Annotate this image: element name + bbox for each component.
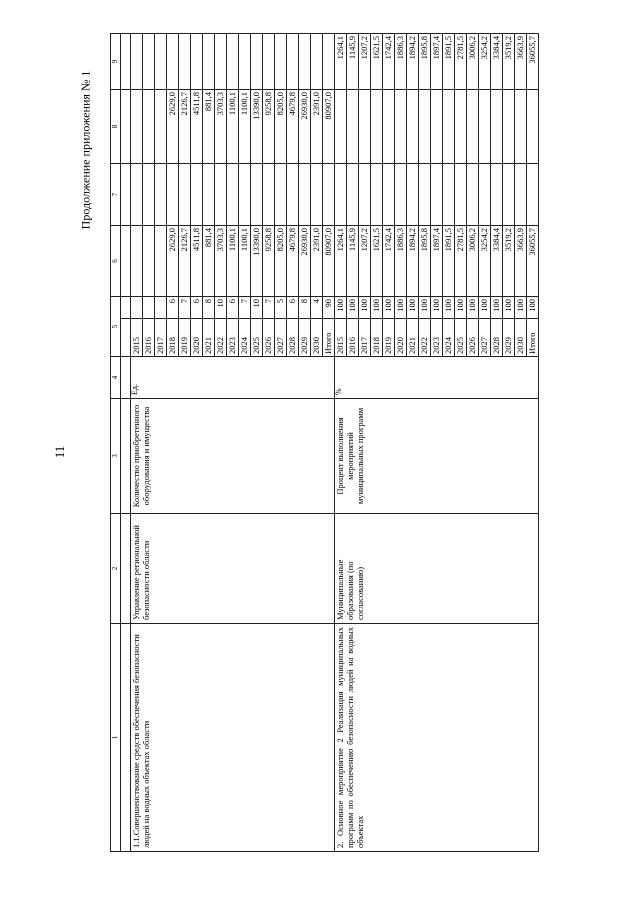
column-number: 7 <box>111 164 121 226</box>
total-cost-cell: 1886,3 <box>395 226 407 297</box>
page-number: 11 <box>52 445 67 459</box>
regional-budget-cell: 4511,8 <box>191 90 203 164</box>
empty-cell <box>251 164 263 226</box>
total-cost-cell: 1207,2 <box>359 226 371 297</box>
regional-budget-cell <box>131 90 143 164</box>
regional-budget-cell <box>335 90 347 164</box>
local-budget-cell: 1894,2 <box>407 34 419 90</box>
total-cost-cell: 1100,1 <box>227 226 239 297</box>
empty-cell <box>467 164 479 226</box>
regional-budget-cell <box>419 90 431 164</box>
indicator-value-cell <box>143 297 155 319</box>
total-cost-cell: 2391,0 <box>311 226 323 297</box>
total-cost-cell: 26930,0 <box>299 226 311 297</box>
year-cell: 2015 <box>131 319 143 357</box>
empty-cell <box>359 164 371 226</box>
indicator-value-cell: 8 <box>299 297 311 319</box>
executor-cell: Управление региональной безопасности области <box>131 514 335 624</box>
total-cost-cell: 1264,1 <box>335 226 347 297</box>
local-budget-cell <box>131 34 143 90</box>
regional-budget-cell <box>455 90 467 164</box>
indicator-value-cell: 100 <box>467 297 479 319</box>
column-number-row <box>111 34 121 852</box>
total-cost-cell: 8205,0 <box>275 226 287 297</box>
empty-cell <box>383 164 395 226</box>
regional-budget-cell: 2629,0 <box>167 90 179 164</box>
indicator-value-cell: 7 <box>179 297 191 319</box>
local-budget-cell: 1264,1 <box>335 34 347 90</box>
total-cost-cell: 4679,8 <box>287 226 299 297</box>
regional-budget-cell <box>371 90 383 164</box>
year-cell: 2017 <box>359 319 371 357</box>
regional-budget-cell: 1100,1 <box>227 90 239 164</box>
empty-cell <box>419 164 431 226</box>
local-budget-cell: 1207,2 <box>359 34 371 90</box>
column-number: 9 <box>111 34 121 90</box>
indicator-value-cell: 90 <box>323 297 335 319</box>
indicator-value-cell <box>131 297 143 319</box>
empty-cell <box>131 164 143 226</box>
indicator-value-cell: 100 <box>347 297 359 319</box>
empty-cell <box>263 164 275 226</box>
empty-cell <box>503 164 515 226</box>
indicator-value-cell: 8 <box>203 297 215 319</box>
empty-cell <box>155 164 167 226</box>
regional-budget-cell <box>479 90 491 164</box>
indicator-cell: Количество приобретенного оборудования и имущества <box>131 399 335 514</box>
year-cell: 2015 <box>335 319 347 357</box>
total-cost-cell: 1895,8 <box>419 226 431 297</box>
empty-cell <box>227 164 239 226</box>
empty-cell <box>287 164 299 226</box>
empty-cell <box>275 164 287 226</box>
total-cost-cell: 13390,0 <box>251 226 263 297</box>
regional-budget-cell: 1100,1 <box>239 90 251 164</box>
total-cost-cell: 2629,0 <box>167 226 179 297</box>
year-cell: 2028 <box>491 319 503 357</box>
local-budget-cell: 1742,4 <box>383 34 395 90</box>
local-budget-cell: 36055,7 <box>527 34 539 90</box>
total-cost-cell: 4511,8 <box>191 226 203 297</box>
regional-budget-cell <box>407 90 419 164</box>
empty-cell <box>443 164 455 226</box>
year-cell: 2020 <box>191 319 203 357</box>
year-cell: 2022 <box>419 319 431 357</box>
table-row <box>335 34 347 852</box>
indicator-value-cell: 100 <box>479 297 491 319</box>
regional-budget-cell: 9258,8 <box>263 90 275 164</box>
empty-cell <box>203 164 215 226</box>
local-budget-cell <box>263 34 275 90</box>
column-number: 3 <box>111 399 121 514</box>
year-cell: 2027 <box>479 319 491 357</box>
indicator-value-cell: 6 <box>167 297 179 319</box>
section-2 <box>335 34 539 852</box>
local-budget-cell <box>299 34 311 90</box>
total-cost-cell: 2126,7 <box>179 226 191 297</box>
indicator-value-cell <box>155 297 167 319</box>
local-budget-cell: 1621,5 <box>371 34 383 90</box>
total-cost-cell: 1897,4 <box>431 226 443 297</box>
year-cell: 2029 <box>503 319 515 357</box>
year-cell: 2023 <box>431 319 443 357</box>
total-cost-cell <box>143 226 155 297</box>
local-budget-cell <box>179 34 191 90</box>
regional-budget-cell <box>443 90 455 164</box>
indicator-value-cell: 100 <box>359 297 371 319</box>
regional-budget-cell <box>467 90 479 164</box>
local-budget-cell <box>275 34 287 90</box>
local-budget-cell <box>143 34 155 90</box>
empty-cell <box>167 164 179 226</box>
regional-budget-cell <box>143 90 155 164</box>
indicator-value-cell: 4 <box>311 297 323 319</box>
year-cell: 2017 <box>155 319 167 357</box>
unit-cell: Ед. <box>131 357 335 399</box>
local-budget-cell: 3519,2 <box>503 34 515 90</box>
regional-budget-cell: 881,4 <box>203 90 215 164</box>
regional-budget-cell <box>359 90 371 164</box>
total-cost-cell: 1621,5 <box>371 226 383 297</box>
year-cell: 2024 <box>443 319 455 357</box>
total-cost-cell <box>131 226 143 297</box>
year-cell: 2026 <box>263 319 275 357</box>
activity-name-cell: 2. Основное мероприятие 2 Реализация муниципальных программ по обеспечению безопасности людей на водных объектах <box>335 624 539 852</box>
empty-cell <box>431 164 443 226</box>
total-cost-cell: 9258,8 <box>263 226 275 297</box>
year-cell: 2026 <box>467 319 479 357</box>
total-cost-cell: 2781,5 <box>455 226 467 297</box>
total-cost-cell: 1742,4 <box>383 226 395 297</box>
year-cell: 2027 <box>275 319 287 357</box>
year-cell: 2019 <box>179 319 191 357</box>
empty-cell <box>347 164 359 226</box>
column-number: 4 <box>111 357 121 399</box>
indicator-value-cell: 100 <box>395 297 407 319</box>
empty-cell <box>527 164 539 226</box>
column-number: 6 <box>111 226 121 297</box>
local-budget-cell <box>203 34 215 90</box>
regional-budget-cell: 2391,0 <box>311 90 323 164</box>
regional-budget-cell <box>503 90 515 164</box>
local-budget-cell: 1891,5 <box>443 34 455 90</box>
column-number: 1 <box>111 624 121 852</box>
indicator-value-cell: 100 <box>407 297 419 319</box>
indicator-value-cell: 100 <box>335 297 347 319</box>
year-cell: 2025 <box>251 319 263 357</box>
local-budget-cell: 3663,9 <box>515 34 527 90</box>
blank-row <box>121 34 131 852</box>
section-1 <box>131 34 335 852</box>
year-cell: 2022 <box>215 319 227 357</box>
indicator-value-cell: 7 <box>239 297 251 319</box>
regional-budget-cell: 13390,0 <box>251 90 263 164</box>
year-cell: 2021 <box>407 319 419 357</box>
regional-budget-cell: 26930,0 <box>299 90 311 164</box>
total-cost-cell: 3519,2 <box>503 226 515 297</box>
local-budget-cell: 1895,8 <box>419 34 431 90</box>
rotated-table-container <box>110 34 630 852</box>
year-cell: 2028 <box>287 319 299 357</box>
indicator-value-cell: 6 <box>287 297 299 319</box>
year-cell: 2018 <box>371 319 383 357</box>
indicator-value-cell: 10 <box>251 297 263 319</box>
regional-budget-cell: 8205,0 <box>275 90 287 164</box>
empty-cell <box>323 164 335 226</box>
local-budget-cell <box>311 34 323 90</box>
year-cell: 2023 <box>227 319 239 357</box>
empty-cell <box>395 164 407 226</box>
year-cell: 2024 <box>239 319 251 357</box>
local-budget-cell: 3006,2 <box>467 34 479 90</box>
table-row <box>131 34 143 852</box>
column-number: 8 <box>111 90 121 164</box>
empty-cell <box>299 164 311 226</box>
indicator-value-cell: 100 <box>443 297 455 319</box>
local-budget-cell <box>227 34 239 90</box>
empty-cell <box>371 164 383 226</box>
empty-cell <box>491 164 503 226</box>
year-cell: 2025 <box>455 319 467 357</box>
empty-cell <box>311 164 323 226</box>
year-cell: 2016 <box>347 319 359 357</box>
local-budget-cell <box>251 34 263 90</box>
regional-budget-cell <box>527 90 539 164</box>
local-budget-cell: 3254,2 <box>479 34 491 90</box>
regional-budget-cell <box>431 90 443 164</box>
local-budget-cell <box>167 34 179 90</box>
total-cost-cell: 36055,7 <box>527 226 539 297</box>
local-budget-cell: 2781,5 <box>455 34 467 90</box>
unit-cell: % <box>335 357 539 399</box>
indicator-value-cell: 6 <box>191 297 203 319</box>
total-cost-cell: 3663,9 <box>515 226 527 297</box>
empty-cell <box>179 164 191 226</box>
total-cost-cell: 1100,1 <box>239 226 251 297</box>
regional-budget-cell <box>491 90 503 164</box>
local-budget-cell <box>239 34 251 90</box>
total-cost-cell: 1894,2 <box>407 226 419 297</box>
total-cost-cell: 1891,5 <box>443 226 455 297</box>
local-budget-cell: 3384,4 <box>491 34 503 90</box>
empty-cell <box>515 164 527 226</box>
total-cost-cell: 3254,2 <box>479 226 491 297</box>
empty-cell <box>143 164 155 226</box>
empty-cell <box>479 164 491 226</box>
local-budget-cell <box>323 34 335 90</box>
indicator-value-cell: 100 <box>515 297 527 319</box>
year-cell: 2030 <box>515 319 527 357</box>
regional-budget-cell <box>347 90 359 164</box>
local-budget-cell <box>191 34 203 90</box>
indicator-value-cell: 10 <box>215 297 227 319</box>
indicator-value-cell: 6 <box>227 297 239 319</box>
year-cell: 2016 <box>143 319 155 357</box>
local-budget-cell <box>215 34 227 90</box>
regional-budget-cell <box>515 90 527 164</box>
total-cost-cell: 1145,9 <box>347 226 359 297</box>
total-cost-cell: 3384,4 <box>491 226 503 297</box>
indicator-value-cell: 100 <box>491 297 503 319</box>
local-budget-cell: 1886,3 <box>395 34 407 90</box>
indicator-value-cell: 100 <box>419 297 431 319</box>
local-budget-cell: 1145,9 <box>347 34 359 90</box>
indicator-value-cell: 100 <box>527 297 539 319</box>
total-cost-cell <box>155 226 167 297</box>
year-cell: 2030 <box>311 319 323 357</box>
year-cell: 2019 <box>383 319 395 357</box>
regional-budget-cell <box>395 90 407 164</box>
indicator-value-cell: 100 <box>455 297 467 319</box>
total-cost-cell: 3703,3 <box>215 226 227 297</box>
executor-cell: Муниципальные образования (по согласованию) <box>335 514 539 624</box>
total-cost-cell: 881,4 <box>203 226 215 297</box>
column-number: 2 <box>111 514 121 624</box>
indicator-value-cell: 100 <box>371 297 383 319</box>
regional-budget-cell: 3703,3 <box>215 90 227 164</box>
year-cell: 2018 <box>167 319 179 357</box>
indicator-value-cell: 5 <box>275 297 287 319</box>
plan-table <box>110 33 539 852</box>
year-cell: Итого <box>323 319 335 357</box>
regional-budget-cell: 2126,7 <box>179 90 191 164</box>
total-cost-cell: 80907,0 <box>323 226 335 297</box>
regional-budget-cell <box>383 90 395 164</box>
year-cell: 2020 <box>395 319 407 357</box>
year-cell: 2029 <box>299 319 311 357</box>
indicator-cell: Процент выполнения мероприятий муниципальных программ <box>335 399 539 514</box>
empty-cell <box>191 164 203 226</box>
empty-cell <box>215 164 227 226</box>
empty-cell <box>335 164 347 226</box>
regional-budget-cell <box>155 90 167 164</box>
indicator-value-cell: 100 <box>503 297 515 319</box>
total-cost-cell: 3006,2 <box>467 226 479 297</box>
local-budget-cell <box>155 34 167 90</box>
empty-cell <box>455 164 467 226</box>
year-cell: Итого <box>527 319 539 357</box>
regional-budget-cell: 80907,0 <box>323 90 335 164</box>
local-budget-cell <box>287 34 299 90</box>
column-number: 5 <box>111 297 121 357</box>
year-cell: 2021 <box>203 319 215 357</box>
indicator-value-cell: 100 <box>431 297 443 319</box>
activity-name-cell: 1.1.Совершенствование средств обеспечения безопасности людей на водных объектах области <box>131 624 335 852</box>
local-budget-cell: 1897,4 <box>431 34 443 90</box>
continuation-title: Продолжение приложения № 1 <box>78 70 93 230</box>
empty-cell <box>239 164 251 226</box>
indicator-value-cell: 7 <box>263 297 275 319</box>
regional-budget-cell: 4679,8 <box>287 90 299 164</box>
indicator-value-cell: 100 <box>383 297 395 319</box>
empty-cell <box>407 164 419 226</box>
